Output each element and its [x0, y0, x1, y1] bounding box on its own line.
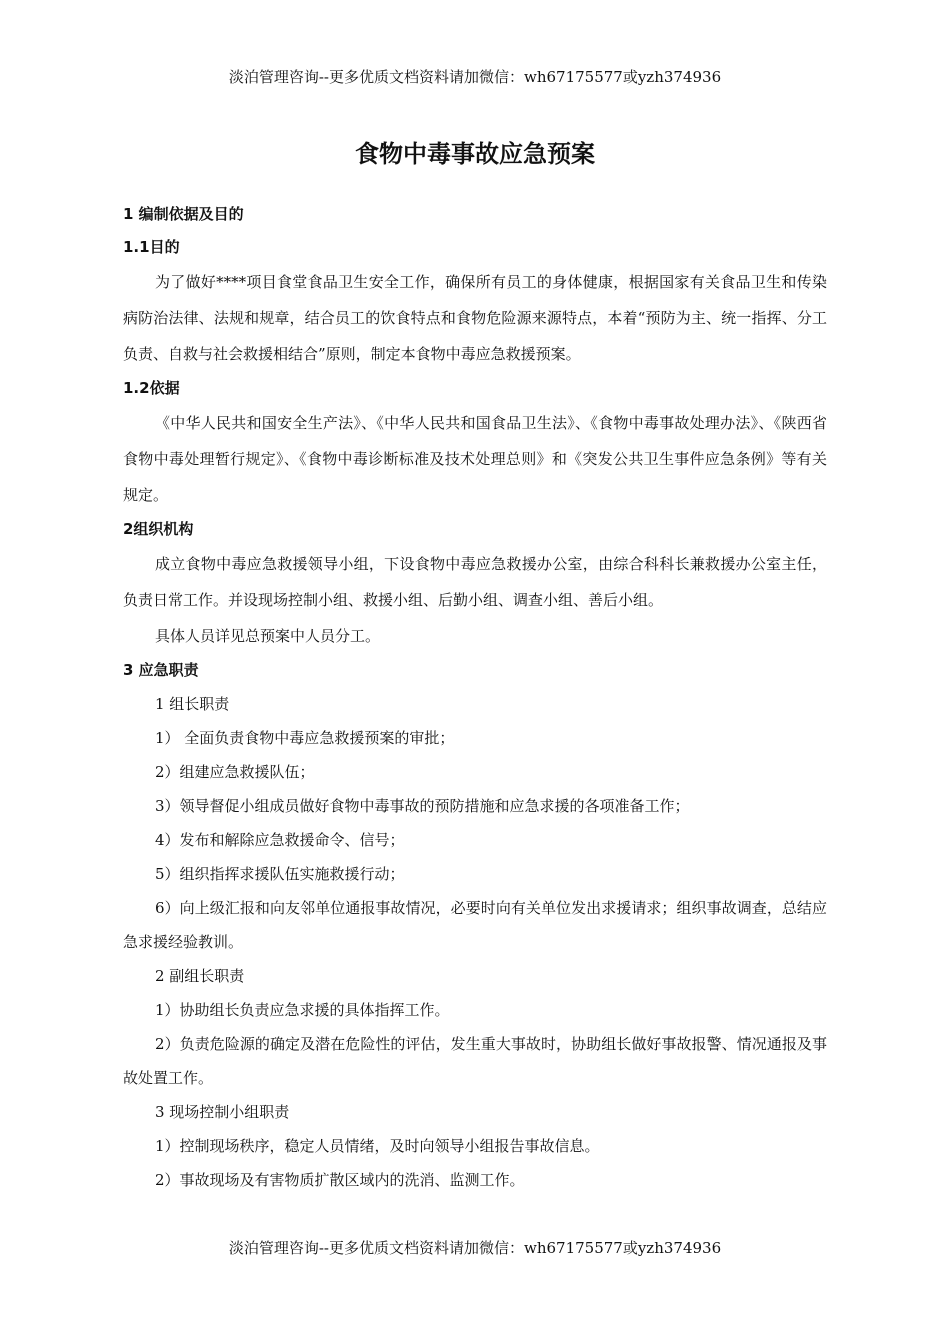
- subheading-deputy-duties: 2 副组长职责: [155, 967, 245, 985]
- paragraph-purpose: 为了做好****项目食堂食品卫生安全工作，确保所有员工的身体健康，根据国家有关食品卫生和传染病防治法律、法规和规章，结合员工的饮食特点和食物危险源来源特点，本着“预防为主、统一指挥、分工负责、自救与社会救援相结合”原则，制定本食物中毒应急救援预案。: [123, 273, 827, 363]
- subheading-site-control-duties: 3 现场控制小组职责: [155, 1103, 290, 1121]
- page-header: 淡泊管理咨询--更多优质文档资料请加微信：wh67175577或yzh374936: [228, 68, 722, 86]
- list-item: 1） 全面负责食物中毒应急救援预案的审批；: [155, 729, 455, 747]
- list-item: 6）向上级汇报和向友邻单位通报事故情况，必要时向有关单位发出求援请求；组织事故调查，总结应急求援经验教训。: [123, 899, 827, 951]
- document-title: 食物中毒事故应急预案: [355, 140, 595, 168]
- list-item: 3）领导督促小组成员做好食物中毒事故的预防措施和应急求援的各项准备工作；: [155, 797, 690, 815]
- page-footer: 淡泊管理咨询--更多优质文档资料请加微信：wh67175577或yzh374936: [228, 1239, 722, 1257]
- list-item: 2）事故现场及有害物质扩散区域内的洗消、监测工作。: [155, 1171, 525, 1189]
- section-heading-1: 1 编制依据及目的: [123, 205, 244, 223]
- subheading-leader-duties: 1 组长职责: [155, 695, 230, 713]
- section-heading-1-2: 1.2依据: [123, 379, 180, 397]
- section-heading-1-1: 1.1目的: [123, 238, 180, 256]
- list-item: 4）发布和解除应急救援命令、信号；: [155, 831, 405, 849]
- section-heading-3: 3 应急职责: [123, 661, 199, 679]
- document-body: [123, 198, 827, 1197]
- paragraph-basis: 《中华人民共和国安全生产法》、《中华人民共和国食品卫生法》、《食物中毒事故处理办法》、《陕西省食物中毒处理暂行规定》、《食物中毒诊断标准及技术处理总则》和《突发公共卫生事件应急条例》等有关规定。: [123, 414, 827, 504]
- list-item: 1）协助组长负责应急求援的具体指挥工作。: [155, 1001, 450, 1019]
- paragraph-organization: 成立食物中毒应急救援领导小组，下设食物中毒应急救援办公室，由综合科科长兼救援办公室主任，负责日常工作。并设现场控制小组、救援小组、后勤小组、调查小组、善后小组。: [123, 555, 827, 609]
- section-heading-2: 2组织机构: [123, 520, 194, 538]
- paragraph-staffing: 具体人员详见总预案中人员分工。: [155, 627, 381, 645]
- list-item: 2）组建应急救援队伍；: [155, 763, 315, 781]
- list-item: 1）控制现场秩序，稳定人员情绪，及时向领导小组报告事故信息。: [155, 1137, 600, 1155]
- list-item: 5）组织指挥求援队伍实施救援行动；: [155, 865, 405, 883]
- list-item: 2）负责危险源的确定及潜在危险性的评估，发生重大事故时，协助组长做好事故报警、情况通报及事故处置工作。: [123, 1035, 827, 1087]
